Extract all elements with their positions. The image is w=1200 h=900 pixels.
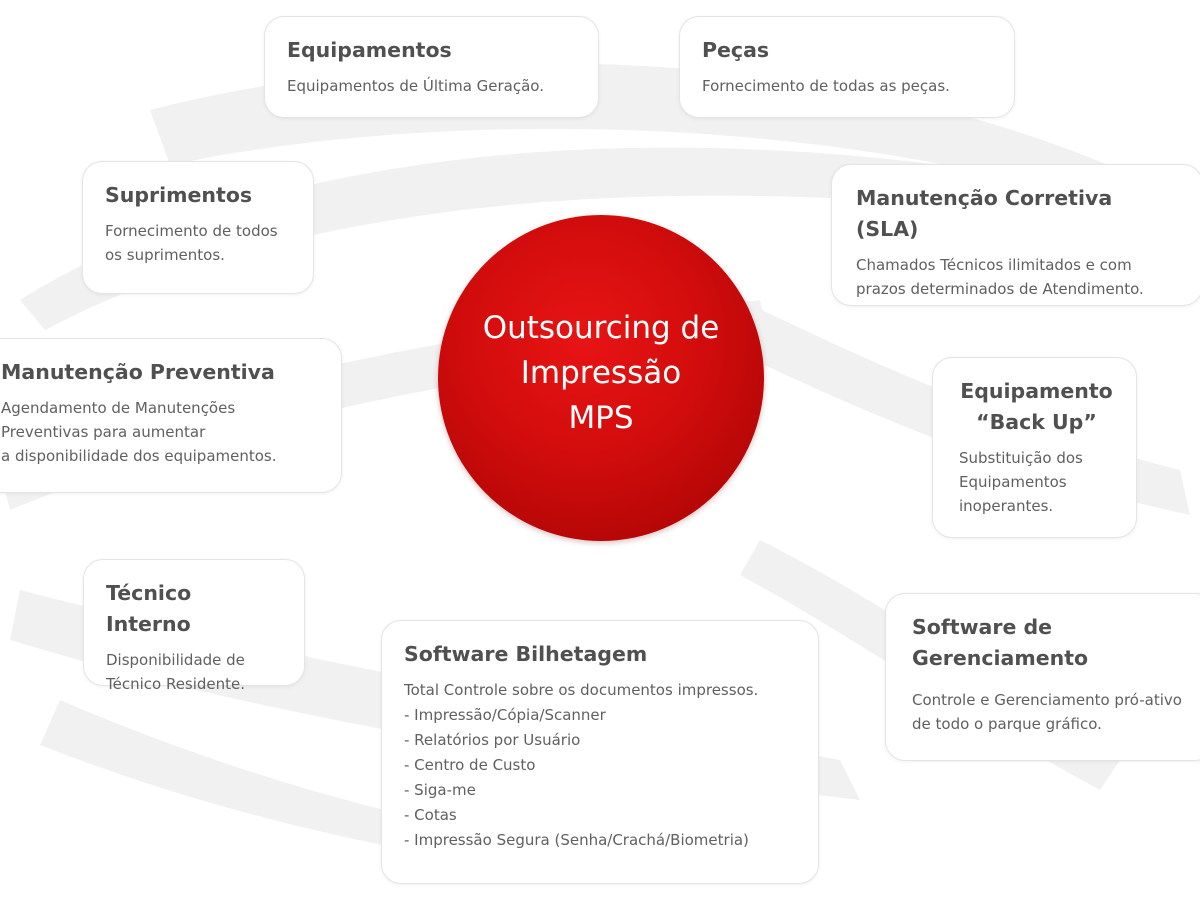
card-suprimentos: [82, 161, 314, 294]
card-title: Suprimentos: [105, 183, 253, 207]
card-description: Controle e Gerenciamento pró-ativo de todo o parque gráfico.: [912, 690, 1182, 733]
list-item: - Centro de Custo: [404, 755, 536, 774]
card-equipamento-backup: [932, 357, 1137, 538]
card-description: Fornecimento de todos os suprimentos.: [105, 221, 278, 264]
card-equipamentos: [264, 16, 599, 118]
list-item: - Relatórios por Usuário: [404, 730, 581, 749]
card-description: Equipamentos de Última Geração.: [287, 76, 544, 95]
card-title: Manutenção Preventiva: [1, 360, 275, 384]
feature-list: [404, 678, 796, 853]
list-item: - Siga-me: [404, 780, 476, 799]
list-item: Total Controle sobre os documentos impressos.: [404, 680, 759, 699]
list-item: - Impressão Segura (Senha/Crachá/Biometria): [404, 830, 749, 849]
card-title: Técnico Interno: [106, 581, 192, 636]
list-item: - Impressão/Cópia/Scanner: [404, 705, 606, 724]
card-manutencao-corretiva: [831, 164, 1200, 306]
card-pecas: [679, 16, 1015, 118]
card-title: Equipamentos: [287, 38, 452, 62]
card-description: Substituição dos Equipamentos inoperantes.: [959, 448, 1083, 515]
card-description: Disponibilidade de Técnico Residente.: [106, 650, 246, 693]
card-manutencao-preventiva: [0, 338, 342, 493]
card-software-bilhetagem: [381, 620, 819, 884]
card-title: Software Bilhetagem: [404, 642, 648, 666]
card-description: Chamados Técnicos ilimitados e com prazos determinados de Atendimento.: [856, 255, 1144, 298]
card-description: Agendamento de Manutenções Preventivas para aumentar a disponibilidade dos equipamentos.: [1, 398, 277, 465]
center-circle: [438, 215, 764, 541]
card-description: Fornecimento de todas as peças.: [702, 76, 950, 95]
center-title: Outsourcing de Impressão MPS: [482, 309, 720, 436]
list-item: - Cotas: [404, 805, 457, 824]
card-software-gerenciamento: [885, 593, 1200, 761]
card-title: Equipamento “Back Up”: [960, 379, 1113, 434]
card-title: Software de Gerenciamento: [912, 615, 1089, 670]
card-title: Peças: [702, 38, 770, 62]
card-title: Manutenção Corretiva (SLA): [856, 186, 1113, 241]
card-tecnico-interno: [83, 559, 305, 693]
